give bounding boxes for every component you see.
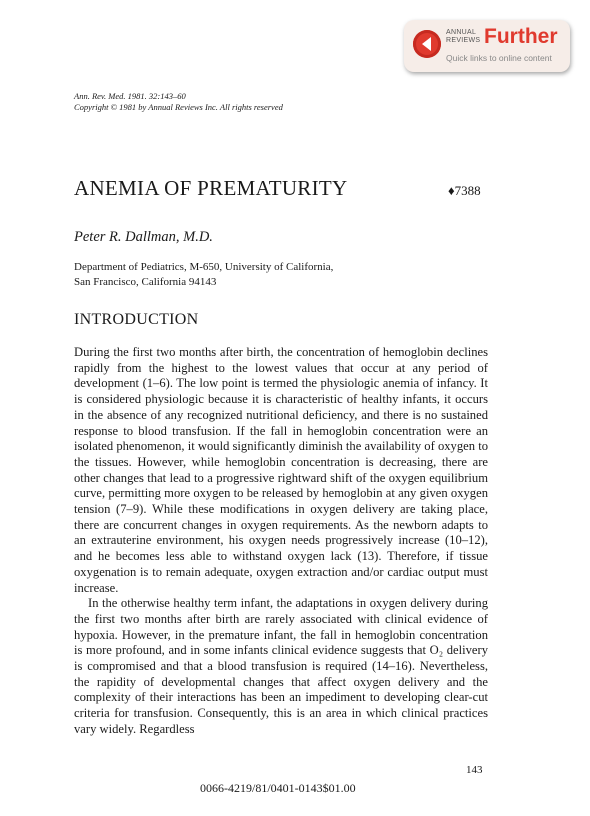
journal-reference — [74, 91, 283, 113]
affiliation-line: San Francisco, California 94143 — [74, 276, 217, 288]
body-paragraph: In the otherwise healthy term infant, the adaptations in oxygen delivery during the first two months after birth are rarely associated with clinical evidence of hypoxia. However, in the premature infant, the fall in hemoglobin concentration is more profound, and in some infants clinical evidence suggests that O₂ delivery is compromised and that a blood transfusion is required (14–16). Nevertheless, the rapidity of developmental changes that affect oxygen delivery and the complexity of their interactions has been an impediment to developing clear-cut criteria for transfusion. Consequently, this is an area in which clinical practices vary widely. Regardless — [74, 596, 488, 736]
footer-code: 0066-4219/81/0401-0143$01.00 — [200, 781, 356, 795]
badge-title: Further — [484, 25, 558, 48]
article-number: ♦7388 — [448, 183, 481, 198]
author-affiliation — [74, 260, 333, 290]
annual-reviews-further-badge[interactable] — [404, 20, 570, 72]
badge-subtitle: Quick links to online content — [446, 53, 552, 63]
article-title: ANEMIA OF PREMATURITY — [74, 176, 348, 200]
article-body — [74, 345, 488, 738]
badge-publisher-line1: ANNUAL — [446, 29, 477, 36]
author-name: Peter R. Dallman, M.D. — [74, 229, 213, 245]
annual-reviews-logo-icon — [413, 30, 441, 58]
affiliation-line: Department of Pediatrics, M-650, University of California, — [74, 261, 334, 273]
section-heading: INTRODUCTION — [74, 311, 199, 328]
copyright-notice: Copyright © 1981 by Annual Reviews Inc. All rights reserved — [74, 102, 283, 112]
badge-publisher-line2: REVIEWS — [446, 37, 481, 44]
page-number: 143 — [466, 764, 483, 776]
journal-citation: Ann. Rev. Med. 1981. 32:143–60 — [74, 91, 186, 101]
body-paragraph: During the first two months after birth, the concentration of hemoglobin declines rapidly from the highest to the lowest values that occur at any period of development (1–6). The low point is termed the physiologic anemia of infancy. It is considered physiologic because it is characteristic of healthy infants, it occurs in the absence of any recognized nutritional deficiency, and there is no sustained response to blood transfusion. If the fall in hemoglobin concentration were an isolated phenomenon, it would significantly diminish the availability of oxygen to the tissues. However, while hemoglobin concentration is decreasing, there are other changes that lead to a progressive rightward shift of the oxygen equilibrium curve, permitting more oxygen to be released by hemoglobin at any given oxygen tension (7–9). While these modifications in oxygen delivery are taking place, there are concurrent changes in oxygen requirements. As the newborn adapts to an extrauterine environment, his oxygen needs progressively increase (10–12), and he becomes less able to withstand oxygen lack (13). Therefore, if tissue oxygenation is to remain adequate, oxygen extraction and/or cardiac output must increase. — [74, 345, 488, 595]
badge-publisher-name — [446, 29, 480, 45]
